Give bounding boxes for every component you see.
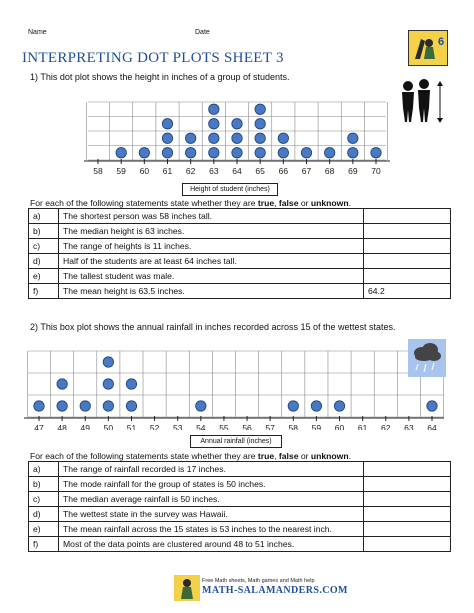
table-row bbox=[29, 209, 451, 224]
data-dot bbox=[255, 133, 265, 143]
row-label: c) bbox=[29, 239, 59, 254]
data-dot bbox=[371, 148, 381, 158]
data-dot bbox=[196, 401, 206, 411]
row-statement: The shortest person was 58 inches tall. bbox=[59, 209, 364, 224]
answer-cell[interactable] bbox=[364, 239, 451, 254]
x-tick-label: 50 bbox=[103, 423, 114, 430]
question-1: 1) This dot plot shows the height in inches of a group of students. bbox=[30, 72, 290, 82]
statements-table-1 bbox=[28, 208, 451, 299]
table-row bbox=[29, 522, 451, 537]
answer-cell[interactable] bbox=[364, 254, 451, 269]
statements-table-2 bbox=[28, 461, 451, 552]
answer-cell[interactable] bbox=[364, 507, 451, 522]
x-tick-label: 54 bbox=[196, 423, 206, 430]
x-tick-label: 63 bbox=[404, 423, 414, 430]
table-row bbox=[29, 239, 451, 254]
x-tick-label: 59 bbox=[311, 423, 322, 430]
data-dot bbox=[80, 401, 90, 411]
x-tick-label: 61 bbox=[357, 423, 368, 430]
true-word: true bbox=[257, 198, 275, 208]
row-statement: The tallest student was male. bbox=[59, 269, 364, 284]
data-dot bbox=[103, 379, 113, 389]
row-statement: The mean height is 63.5 inches. bbox=[59, 284, 364, 299]
data-dot bbox=[348, 133, 358, 143]
row-statement: Most of the data points are clustered around 48 to 51 inches. bbox=[59, 537, 364, 552]
x-tick-label: 66 bbox=[278, 166, 289, 176]
x-tick-label: 59 bbox=[116, 166, 126, 176]
instructions-1 bbox=[30, 198, 351, 208]
axis-label-1: Height of student (inches) bbox=[182, 183, 278, 196]
answer-cell[interactable]: 64.2 bbox=[364, 284, 451, 299]
instructions-1-text: For each of the following statements state whether they are bbox=[30, 198, 258, 208]
data-dot bbox=[162, 148, 172, 158]
answer-cell[interactable] bbox=[364, 477, 451, 492]
data-dot bbox=[209, 104, 219, 114]
dot-plot-1 bbox=[82, 88, 392, 180]
footer-brand[interactable]: MATH-SALAMANDERS.COM bbox=[202, 585, 348, 596]
row-label: a) bbox=[29, 462, 59, 477]
x-tick-label: 47 bbox=[34, 423, 44, 430]
table-row bbox=[29, 269, 451, 284]
data-dot bbox=[209, 119, 219, 129]
row-label: b) bbox=[29, 224, 59, 239]
data-dot bbox=[311, 401, 321, 411]
x-tick-label: 62 bbox=[185, 166, 196, 176]
salamander-logo-icon bbox=[409, 31, 447, 65]
data-dot bbox=[57, 401, 67, 411]
answer-cell[interactable] bbox=[364, 462, 451, 477]
x-tick-label: 62 bbox=[381, 423, 391, 430]
unknown-word: unknown bbox=[310, 198, 349, 208]
false-word: false bbox=[278, 451, 299, 461]
data-dot bbox=[126, 401, 136, 411]
data-dot bbox=[348, 148, 358, 158]
data-dot bbox=[427, 401, 437, 411]
x-tick-label: 67 bbox=[301, 166, 312, 176]
data-dot bbox=[301, 148, 311, 158]
data-dot bbox=[209, 148, 219, 158]
data-dot bbox=[255, 148, 265, 158]
name-label: Name bbox=[28, 29, 47, 36]
row-label: e) bbox=[29, 522, 59, 537]
table-row bbox=[29, 477, 451, 492]
data-dot bbox=[126, 379, 136, 389]
axis-label-2: Annual rainfall (inches) bbox=[190, 435, 282, 448]
x-tick-label: 58 bbox=[93, 166, 103, 176]
x-tick-label: 69 bbox=[348, 166, 358, 176]
question-2: 2) This box plot shows the annual rainfall in inches recorded across 15 of the wettest states. bbox=[30, 322, 396, 332]
grade-number: 6 bbox=[438, 36, 445, 48]
answer-cell[interactable] bbox=[364, 209, 451, 224]
x-tick-label: 56 bbox=[242, 423, 252, 430]
true-word: true bbox=[257, 451, 275, 461]
rain-cloud-icon bbox=[408, 339, 446, 377]
row-statement: The range of heights is 11 inches. bbox=[59, 239, 364, 254]
dot-plot-2 bbox=[24, 338, 444, 430]
row-label: c) bbox=[29, 492, 59, 507]
data-dot bbox=[255, 104, 265, 114]
x-tick-label: 49 bbox=[80, 423, 90, 430]
data-dot bbox=[278, 133, 288, 143]
table-row bbox=[29, 462, 451, 477]
false-word: false bbox=[278, 198, 299, 208]
instructions-2-sep2: or bbox=[298, 451, 311, 461]
unknown-word: unknown bbox=[310, 451, 349, 461]
x-tick-label: 68 bbox=[324, 166, 335, 176]
x-tick-label: 70 bbox=[371, 166, 381, 176]
date-label: Date bbox=[195, 29, 210, 36]
answer-cell[interactable] bbox=[364, 492, 451, 507]
x-tick-label: 61 bbox=[162, 166, 173, 176]
x-tick-label: 60 bbox=[334, 423, 345, 430]
data-dot bbox=[162, 133, 172, 143]
instructions-1-sep: , bbox=[274, 198, 279, 208]
row-statement: The mode rainfall for the group of states is 50 inches. bbox=[59, 477, 364, 492]
data-dot bbox=[103, 401, 113, 411]
x-tick-label: 53 bbox=[172, 423, 183, 430]
data-dot bbox=[334, 401, 344, 411]
x-tick-label: 57 bbox=[265, 423, 275, 430]
data-dot bbox=[278, 148, 288, 158]
row-label: f) bbox=[29, 284, 59, 299]
data-dot bbox=[139, 148, 149, 158]
instructions-2 bbox=[30, 451, 351, 461]
data-dot bbox=[324, 148, 334, 158]
footer-tagline: Free Math sheets, Math games and Math help bbox=[202, 578, 315, 584]
x-tick-label: 63 bbox=[209, 166, 219, 176]
instructions-1-end: . bbox=[348, 198, 352, 208]
data-dot bbox=[34, 401, 44, 411]
instructions-2-end: . bbox=[348, 451, 352, 461]
row-label: e) bbox=[29, 269, 59, 284]
row-statement: The mean rainfall across the 15 states is 53 inches to the nearest inch. bbox=[59, 522, 364, 537]
table-row bbox=[29, 507, 451, 522]
x-tick-label: 51 bbox=[126, 423, 137, 430]
data-dot bbox=[232, 148, 242, 158]
answer-cell[interactable] bbox=[364, 522, 451, 537]
x-tick-label: 64 bbox=[427, 423, 437, 430]
x-tick-label: 52 bbox=[149, 423, 160, 430]
row-statement: The median average rainfall is 50 inches. bbox=[59, 492, 364, 507]
data-dot bbox=[103, 357, 113, 367]
x-tick-label: 55 bbox=[219, 423, 229, 430]
answer-cell[interactable] bbox=[364, 224, 451, 239]
row-statement: The range of rainfall recorded is 17 inches. bbox=[59, 462, 364, 477]
row-label: b) bbox=[29, 477, 59, 492]
data-dot bbox=[255, 119, 265, 129]
data-dot bbox=[209, 133, 219, 143]
table-row bbox=[29, 224, 451, 239]
page-title: INTERPRETING DOT PLOTS SHEET 3 bbox=[22, 50, 284, 66]
data-dot bbox=[232, 119, 242, 129]
students-height-icon bbox=[398, 78, 446, 126]
x-tick-label: 48 bbox=[57, 423, 67, 430]
answer-cell[interactable] bbox=[364, 269, 451, 284]
row-label: f) bbox=[29, 537, 59, 552]
x-tick-label: 64 bbox=[232, 166, 242, 176]
row-statement: Half of the students are at least 64 inches tall. bbox=[59, 254, 364, 269]
grade-badge bbox=[408, 30, 448, 66]
data-dot bbox=[185, 133, 195, 143]
table-row bbox=[29, 284, 451, 299]
row-statement: The wettest state in the survey was Hawaii. bbox=[59, 507, 364, 522]
x-tick-label: 58 bbox=[288, 423, 299, 430]
row-label: a) bbox=[29, 209, 59, 224]
row-label: d) bbox=[29, 507, 59, 522]
data-dot bbox=[57, 379, 67, 389]
row-statement: The median height is 63 inches. bbox=[59, 224, 364, 239]
x-tick-label: 65 bbox=[255, 166, 265, 176]
data-dot bbox=[288, 401, 298, 411]
x-tick-label: 60 bbox=[139, 166, 150, 176]
instructions-2-sep: , bbox=[274, 451, 279, 461]
table-row bbox=[29, 492, 451, 507]
table-row bbox=[29, 537, 451, 552]
data-dot bbox=[232, 133, 242, 143]
data-dot bbox=[116, 148, 126, 158]
instructions-1-sep2: or bbox=[298, 198, 311, 208]
data-dot bbox=[162, 119, 172, 129]
answer-cell[interactable] bbox=[364, 537, 451, 552]
salamander-footer-icon bbox=[174, 575, 200, 601]
row-label: d) bbox=[29, 254, 59, 269]
instructions-2-text: For each of the following statements state whether they are bbox=[30, 451, 258, 461]
table-row bbox=[29, 254, 451, 269]
data-dot bbox=[185, 148, 195, 158]
